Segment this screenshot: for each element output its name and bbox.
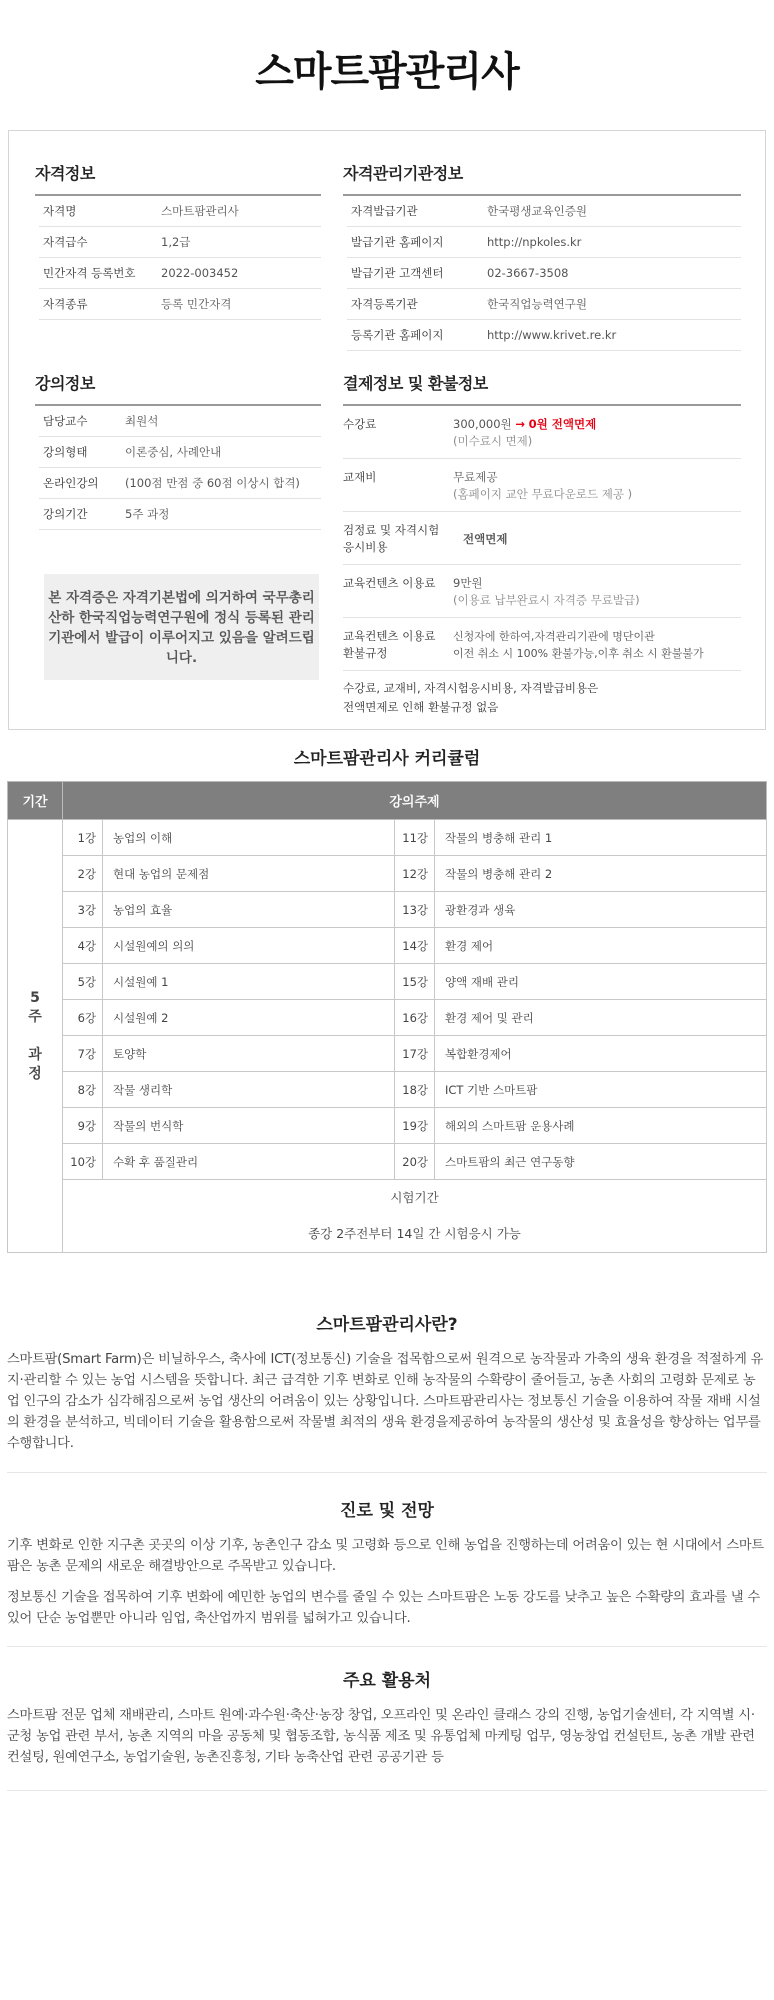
- lecture-row: 강의기간 5주 과정: [39, 499, 321, 530]
- lecture-title: 강의정보: [35, 371, 321, 406]
- registry-homepage-link[interactable]: http://www.krivet.re.kr: [487, 328, 617, 342]
- tuition-free-badge: 0원 전액면제: [528, 417, 597, 431]
- payment-footer: 수강료, 교재비, 자격시험응시비용, 자격발급비용은 전액면제로 인해 환불규정 없음: [343, 681, 599, 714]
- info-box: [8, 130, 766, 730]
- header-subject: 강의주제: [63, 782, 767, 820]
- table-row: 10강 수확 후 품질관리 20강 스마트팜의 최근 연구동향: [8, 1144, 767, 1180]
- table-row: 7강 토양학 17강 복합환경제어: [8, 1036, 767, 1072]
- agency-section: [343, 161, 741, 351]
- notice-box: 본 자격증은 자격기본법에 의거하여 국무총리산하 한국직업능력연구원에 정식 등록된 관리기관에서 발급이 이루어지고 있음을 알려드립니다.: [44, 574, 319, 680]
- lecture-section: [35, 371, 321, 530]
- lecture-row: 온라인강의 (100점 만점 중 60점 이상시 합격): [39, 468, 321, 499]
- page-title: 스마트팜관리사: [255, 49, 519, 95]
- qualification-title: 자격정보: [35, 161, 321, 196]
- career-section: [7, 1496, 767, 1629]
- agency-row: 자격발급기관 한국평생교육인증원: [347, 196, 741, 227]
- table-row: 3강 농업의 효율 13강 광환경과 생육: [8, 892, 767, 928]
- agency-row: 발급기관 고객센터 02-3667-3508: [347, 258, 741, 289]
- table-row: 5강 시설원예 1 15강 양액 재배 관리: [8, 964, 767, 1000]
- table-row: 8강 작물 생리학 18강 ICT 기반 스마트팜: [8, 1072, 767, 1108]
- refund-row: 교육컨텐츠 이용료 환불규정 신청자에 한하여,자격관리기관에 명단이관 이전 취소 시 100% 환불가능,이후 취소 시 환불불가: [343, 618, 741, 671]
- table-row: 2강 현대 농업의 문제점 12강 작물의 병충해 관리 2: [8, 856, 767, 892]
- table-row: 4강 시설원예의 의의 14강 환경 제어: [8, 928, 767, 964]
- period-cell: 5 주 과 정: [8, 820, 63, 1253]
- qualification-row: 민간자격 등록번호 2022-003452: [39, 258, 321, 289]
- about-section: [7, 1310, 767, 1454]
- about-body: 스마트팜(Smart Farm)은 비닐하우스, 축사에 ICT(정보통신) 기술을 접목함으로써 원격으로 농작물과 가축의 생육 환경을 적절하게 유지·관리할 수 있는 농업 시스템을 뜻합니다. 최근 급격한 기후 변화로 인해 농작물의 수확량이 줄어들고, 농촌 사회의 고령화 문제로 농업 인구의 감소가 심각해짐으로써 농업 생산의 어려움이 있는 상황입니다. 스마트팜관리사는 정보통신 기술을 이용하여 작물 재배 시설의 환경을 분석하고, 빅데이터 기술을 활용함으로써 작물별 최적의 생육 환경을제공하여 농작물의 생산성 및 효율성을 향상하는 업무를 수행합니다.: [7, 1352, 764, 1451]
- about-title: 스마트팜관리사란?: [316, 1315, 458, 1335]
- divider: [7, 1472, 767, 1473]
- qualification-section: [35, 161, 321, 320]
- qualification-row: 자격종류 등록 민간자격: [39, 289, 321, 320]
- usage-section: [7, 1666, 767, 1768]
- exam-title: 시험기간: [390, 1190, 439, 1205]
- agency-row: 발급기관 홈페이지 http://npkoles.kr: [347, 227, 741, 258]
- material-row: 교재비 무료제공 (홈페이지 교안 무료다운로드 제공 ): [343, 459, 741, 512]
- content-fee-row: 교육컨텐츠 이용료 9만원 (이용료 납부완료시 자격증 무료발급): [343, 565, 741, 618]
- career-body-1: 기후 변화로 인한 지구촌 곳곳의 이상 기후, 농촌인구 감소 및 고령화 등으로 인해 농업을 진행하는데 어려움이 있는 현 시대에서 스마트팜은 농촌 문제의 새로운 해결방안으로 주목받고 있습니다.: [7, 1538, 764, 1574]
- payment-section: [343, 371, 741, 717]
- lecture-row: 담당교수 최원석: [39, 406, 321, 437]
- divider: [7, 1790, 767, 1791]
- table-row: 5 주 과 정 1강 농업의 이해 11강 작물의 병충해 관리 1: [8, 820, 767, 856]
- exam-row: [8, 1180, 767, 1253]
- table-row: 6강 시설원예 2 16강 환경 제어 및 관리: [8, 1000, 767, 1036]
- agency-row: 자격등록기관 한국직업능력연구원: [347, 289, 741, 320]
- qualification-row: 자격명 스마트팜관리사: [39, 196, 321, 227]
- tuition-row: 수강료 300,000원 → 0원 전액면제 (미수료시 면제): [343, 406, 741, 459]
- usage-body: 스마트팜 전문 업체 재배관리, 스마트 원예·과수원·축산·농장 창업, 오프라인 및 온라인 클래스 강의 진행, 농업기술센터, 각 지역별 시·군청 농업 관련 부서, 농촌 지역의 마을 공동체 및 협동조합, 농식품 제조 및 유통업체 마케팅 업무, 영농창업 컨설턴트, 농촌 개발 관련 컨설팅, 원예연구소, 농업기술원, 농촌진흥청, 기타 농축산업 관련 공공기관 등: [7, 1708, 755, 1765]
- qualification-row: 자격급수 1,2급: [39, 227, 321, 258]
- exam-fee-row: 검정료 및 자격시험 응시비용 전액면제: [343, 512, 741, 565]
- curriculum-title: 스마트팜관리사 커리큘럼: [293, 749, 481, 769]
- header-period: 기간: [8, 782, 63, 820]
- agency-row: 등록기관 홈페이지 http://www.krivet.re.kr: [347, 320, 741, 351]
- usage-title: 주요 활용처: [342, 1671, 432, 1691]
- issuer-homepage-link[interactable]: http://npkoles.kr: [487, 235, 582, 249]
- exam-desc: 종강 2주전부터 14일 간 시험응시 가능: [308, 1226, 521, 1241]
- lecture-row: 강의형태 이론중심, 사례안내: [39, 437, 321, 468]
- table-row: 9강 작물의 번식학 19강 해외의 스마트팜 운용사례: [8, 1108, 767, 1144]
- payment-title: 결제정보 및 환불정보: [343, 371, 741, 406]
- curriculum-table: [7, 781, 767, 1253]
- career-title: 진로 및 전망: [340, 1501, 434, 1521]
- divider: [7, 1646, 767, 1647]
- agency-title: 자격관리기관정보: [343, 161, 741, 196]
- career-body-2: 정보통신 기술을 접목하여 기후 변화에 예민한 농업의 변수를 줄일 수 있는 스마트팜은 노동 강도를 낮추고 높은 수확량의 효과를 낼 수 있어 단순 농업뿐만 아니라 임업, 축산업까지 범위를 넓혀가고 있습니다.: [7, 1590, 760, 1626]
